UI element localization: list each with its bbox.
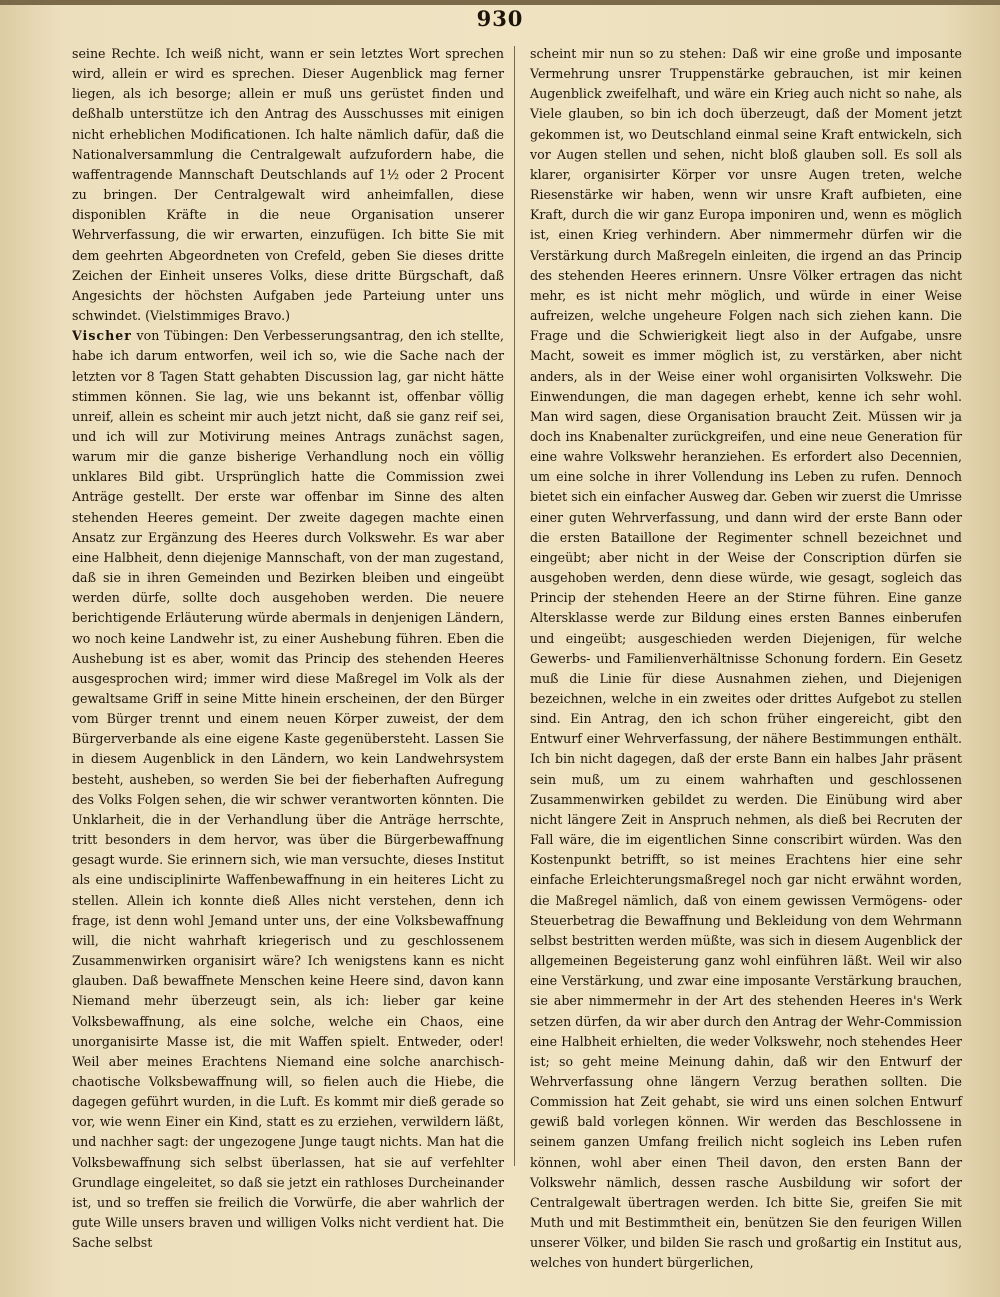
- column-divider: [514, 46, 515, 1166]
- paragraph: seine Rechte. Ich weiß nicht, wann er sein letztes Wort sprechen wird, allein er wird es sprechen. Dieser Augenblick mag ferner liegen, als ich besorge; allein er muß uns gerüstet finden und deßhalb unterstütze ich den Antrag des Ausschusses mit einigen nicht erheblichen Modificationen. Ich halte nämlich dafür, daß die Nationalversammlung die Centralgewalt aufzufordern habe, die waffentragende Mannschaft Deutschlands auf 1½ oder 2 Procent zu bringen. Der Centralgewalt wird anheimfallen, diese disponiblen Kräfte in die neue Organisation unserer Wehrverfassung, die wir erwarten, einzufügen. Ich bitte Sie mit dem geehrten Abgeordneten von Crefeld, geben Sie dieses dritte Zeichen der Einheit unseres Volks, diese dritte Bürgschaft, daß Angesichts der höchsten Aufgaben jede Parteiung unter uns schwindet. (Vielstimmiges Bravo.): [72, 46, 504, 324]
- paragraph: scheint mir nun so zu stehen: Daß wir eine große und imposante Vermehrung unsrer Truppenstärke gebrauchen, ist mir keinen Augenblick zweifelhaft, und wäre ein Krieg auch nicht so nahe, als Viele glauben, so bin ich doch überzeugt, daß der Moment jetzt gekommen ist, wo Deutschland einmal seine Kraft entwickeln, sich vor Augen stellen und sehen, nicht bloß glauben soll. Es soll als klarer, organisirter Körper vor unsre Augen treten, welche Riesenstärke wir haben, wenn wir unsre Kraft aufbieten, eine Kraft, durch die wir ganz Europa imponiren und, wenn es möglich ist, einen Krieg verhindern. Aber nimmermehr dürfen wir die Verstärkung durch Maßregeln einleiten, die irgend an das Princip des stehenden Heeres erinnern. Unsre Völker ertragen das nicht mehr, es ist nicht mehr möglich, und würde in einer Weise aufreizen, welche ungeheure Folgen nach sich ziehen kann. Die Frage und die Schwierigkeit liegt also in der Aufgabe, unsre Macht, soweit es immer möglich ist, zu verstärken, aber nicht anders, als in der Weise einer wohl organisirten Volkswehr. Die Einwendungen, die man dagegen erhebt, kenne ich sehr wohl. Man wird sagen, diese Organisation braucht Zeit. Müssen wir ja doch ins Knabenalter zurückgreifen, und eine neue Generation für eine wahre Volkswehr heranziehen. Es erfordert also Decennien, um eine solche in ihrer Vollendung ins Leben zu rufen. Dennoch bietet sich ein einfacher Ausweg dar. Geben wir zuerst die Umrisse einer guten Wehrverfassung, und dann wird der erste Bann oder die ersten Bataillone der Regimenter schnell bezeichnet und eingeübt; aber nicht in der Weise der Conscription dürfen sie ausgehoben werden, denn diese würde, wie gesagt, sogleich das Princip der stehenden Heere an der Stirne führen. Eine ganze Altersklasse werde zur Bildung eines ersten Bannes einberufen und eingeübt; ausgeschieden werden Diejenigen, für welche Gewerbs- und Familienverhältnisse Schonung fordern. Ein Gesetz muß die Linie für diese Ausnahmen ziehen, und Diejenigen bezeichnen, welche in ein zweites oder drittes Aufgebot zu stellen sind. Ein Antrag, den ich schon früher eingereicht, gibt den Entwurf einer Wehrverfassung, der nähere Bestimmungen enthält. Ich bin nicht dagegen, daß der erste Bann ein halbes Jahr präsent sein muß, um zu einem wahrhaften und geschlossenen Zusammenwirken gebildet zu werden. Die Einübung wird aber nicht längere Zeit in Anspruch nehmen, als dieß bei Recruten der Fall wäre, die im eigentlichen Sinne conscribirt würden. Was den Kostenpunkt betrifft, so ist meines Erachtens hier eine sehr einfache Erleichterungsmaßregel noch gar nicht erwähnt worden, die Maßregel nämlich, daß von einem gewissen Vermögens- oder Steuerbetrag die Bewaffnung und Bekleidung von dem Wehrmann selbst bestritten werden müßte, was sich in diesem Augenblick der allgemeinen Begeisterung ganz wohl einführen läßt. Weil wir also eine Verstärkung, und zwar eine imposante Verstärkung brauchen, sie aber nimmermehr in der Art des stehenden Heeres in's Werk setzen dürfen, da wir aber durch den Antrag der Wehr-Commission eine Halbheit erhielten, die weder Volkswehr, noch stehendes Heer ist; so geht meine Meinung dahin, daß wir den Entwurf der Wehrverfassung ohne längern Verzug berathen sollten. Die Commission hat Zeit gehabt, sie wird uns einen solchen Entwurf gewiß bald vorlegen können. Wir werden das Beschlossene in seinem ganzen Umfang freilich nicht sogleich ins Leben rufen können, wohl aber einen Theil davon, den ersten Bann der Volkswehr nämlich, dessen rasche Ausbildung wir sofort der Centralgewalt übertragen werden. Ich bitte Sie, greifen Sie mit Muth und mit Bestimmtheit ein, benützen Sie den feurigen Willen unserer Völker, und bilden Sie rasch und großartig ein Institut aus, welches von hundert bürgerlichen,: [530, 46, 962, 1271]
- left-column: [72, 44, 504, 1251]
- top-rule: [0, 0, 1000, 5]
- paragraph-text: von Tübingen: Den Verbesserungsantrag, den ich stellte, habe ich darum entworfen, weil ich so, wie die Sache nach der letzten vor 8 Tagen Statt gehabten Discussion lag, gar nicht hätte stimmen können. Sie lag, wie uns bekannt ist, offenbar völlig unreif, allein es scheint mir auch jetzt nicht, daß sie ganz reif sei, und ich will zur Motivirung meines Antrags zunächst sagen, warum mir die ganze bisherige Verhandlung noch ein völlig unklares Bild gibt. Ursprünglich hatte die Commission zwei Anträge gestellt. Der erste war offenbar im Sinne des alten stehenden Heeres gemeint. Der zweite dagegen machte einen Ansatz zur Ergänzung des Heeres durch Volkswehr. Es war aber eine Halbheit, denn diejenige Mannschaft, von der man zugestand, daß sie in ihren Gemeinden und Bezirken bleiben und eingeübt werden dürfe, sollte doch ausgehoben werden. Die neuere berichtigende Erläuterung würde abermals in denjenigen Ländern, wo noch keine Landwehr ist, zu einer Aushebung führen. Eben die Aushebung ist es aber, womit das Princip des stehenden Heeres ausgesprochen wird; immer wird diese Maßregel im Volk als der gewaltsame Griff in seine Mitte hinein erscheinen, der den Bürger vom Bürger trennt und einem neuen Körper zuweist, der dem Bürgerverbande als eine eigene Kaste gegenübersteht. Lassen Sie in diesem Augenblick in den Ländern, wo kein Landwehrsystem besteht, ausheben, so werden Sie bei der fieberhaften Aufregung des Volks Folgen sehen, die wir schwer verantworten könnten. Die Unklarheit, die in der Verhandlung über die Anträge herrschte, tritt besonders in dem hervor, was über die Bürgerbewaffnung gesagt wurde. Sie erinnern sich, wie man versuchte, dieses Institut als eine undisciplinirte Waffenbewaffnung in ein heiteres Licht zu stellen. Allein ich konnte dieß Alles nicht verstehen, denn ich frage, ist denn wohl Jemand unter uns, der eine Volksbewaffnung will, die nicht wahrhaft kriegerisch und zu geschlossenem Zusammenwirken organisirt wäre? Ich wenigstens kann es nicht glauben. Daß bewaffnete Menschen keine Heere sind, davon kann Niemand mehr überzeugt sein, als ich: lieber gar keine Volksbewaffnung, als eine solche, welche ein Chaos, eine unorganisirte Masse ist, die mit Waffen spielt. Entweder, oder! Weil aber meines Erachtens Niemand eine solche anarchisch-chaotische Volksbewaffnung will, so fielen auch die Hiebe, die dagegen geführt wurden, in die Luft. Es kommt mir dieß gerade so vor, wie wenn Einer ein Kind, statt es zu erziehen, verwildern läßt, und nachher sagt: der ungezogene Junge taugt nichts. Man hat die Volksbewaffnung sich selbst überlassen, hat sie auf verfehlter Grundlage eingeleitet, so daß sie jetzt ein rathloses Durcheinander ist, und so treffen sie freilich die Vorwürfe, die aber wahrlich der gute Wille unsers braven und willigen Volks nicht verdient hat. Die Sache selbst: [72, 328, 504, 1251]
- right-column: [530, 44, 962, 1271]
- paragraph: [72, 326, 504, 1253]
- speaker-name: Vischer: [72, 328, 132, 344]
- page-number: 930: [476, 6, 524, 31]
